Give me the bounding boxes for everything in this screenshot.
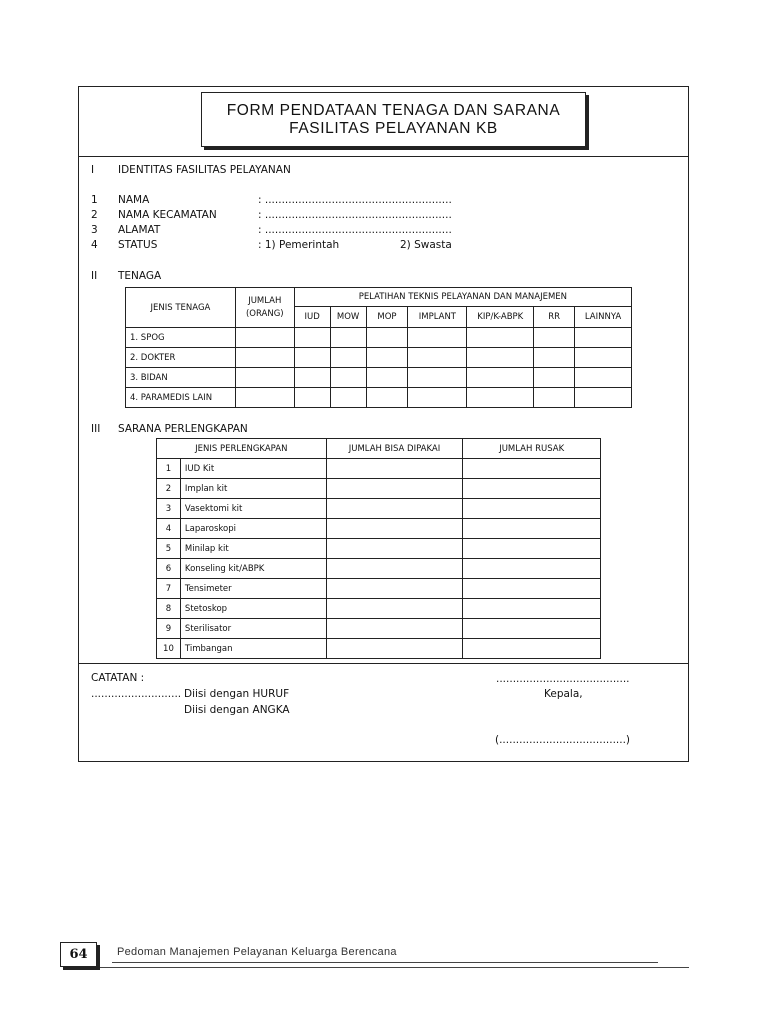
row-item: Tensimeter [180,579,326,599]
table-cell[interactable] [534,368,575,388]
field-number: 1 [91,194,98,206]
form-title-line1: FORM PENDATAAN TENAGA DAN SARANA [226,102,561,119]
col-jumlah-orang [235,288,294,328]
field-number: 3 [91,224,98,236]
table-cell[interactable] [330,368,366,388]
table-cell[interactable] [467,328,534,348]
table-cell[interactable] [326,599,463,619]
table-cell[interactable] [463,579,601,599]
row-number: 2 [157,479,181,499]
table-cell[interactable] [330,388,366,408]
table-cell[interactable] [463,519,601,539]
table-cell[interactable] [463,559,601,579]
catatan-huruf: Diisi dengan HURUF [184,688,290,700]
col-jumlah-line1: JUMLAH [248,295,282,306]
col-jumlah-bisa-dipakai: JUMLAH BISA DIPAKAI [326,439,463,459]
table-cell[interactable] [408,328,467,348]
table-cell[interactable] [463,539,601,559]
table-row [157,639,601,659]
field-label-nama: NAMA [118,194,150,206]
table-cell[interactable] [467,348,534,368]
field-number: 4 [91,239,98,251]
table-cell[interactable] [534,348,575,368]
col-implant: IMPLANT [408,307,467,328]
table-cell[interactable] [575,348,632,368]
section1-number: I [91,164,95,176]
table-cell[interactable] [235,368,294,388]
footer-rule [112,962,658,963]
col-rr: RR [534,307,575,328]
table-cell[interactable] [326,519,463,539]
table-row [157,619,601,639]
table-row [126,348,632,368]
row-number: 6 [157,559,181,579]
table-row [157,579,601,599]
table-cell[interactable] [575,368,632,388]
table-row [157,519,601,539]
form-title-line2: FASILITAS PELAYANAN KB [289,120,498,137]
table-cell[interactable] [534,328,575,348]
table-cell[interactable] [463,479,601,499]
table-cell[interactable] [463,599,601,619]
status-option-swasta[interactable]: 2) Swasta [400,239,452,251]
col-iud: IUD [294,307,330,328]
table-row [126,388,632,408]
signature-title: Kepala, [544,688,583,700]
perlengkapan-table [156,438,601,659]
table-cell[interactable] [366,368,408,388]
section3-heading: SARANA PERLENGKAPAN [118,423,248,435]
row-item: IUD Kit [180,459,326,479]
row-number: 5 [157,539,181,559]
row-label-dokter: 2. DOKTER [126,348,236,368]
section2-number: II [91,270,98,282]
table-cell[interactable] [294,368,330,388]
footer-rule-lower [100,967,689,968]
table-cell[interactable] [294,388,330,408]
table-cell[interactable] [408,388,467,408]
row-item: Vasektomi kit [180,499,326,519]
table-cell[interactable] [330,328,366,348]
table-cell[interactable] [467,368,534,388]
col-jumlah-line2: (ORANG) [245,308,284,319]
row-number: 10 [157,639,181,659]
row-label-spog: 1. SPOG [126,328,236,348]
field-value-nama[interactable]: : ........................................................ [258,194,452,206]
header-divider [79,156,688,157]
row-item: Sterilisator [180,619,326,639]
row-item: Implan kit [180,479,326,499]
col-jenis-perlengkapan: JENIS PERLENGKAPAN [157,439,327,459]
table-cell[interactable] [326,579,463,599]
table-cell[interactable] [326,479,463,499]
table-row [157,599,601,619]
row-item: Minilap kit [180,539,326,559]
table-row [126,368,632,388]
table-row [157,539,601,559]
table-cell[interactable] [463,499,601,519]
field-number: 2 [91,209,98,221]
row-number: 3 [157,499,181,519]
section1-heading: IDENTITAS FASILITAS PELAYANAN [118,164,291,176]
table-cell[interactable] [366,388,408,408]
table-cell[interactable] [463,639,601,659]
table-cell[interactable] [463,619,601,639]
row-number: 8 [157,599,181,619]
table-cell[interactable] [326,459,463,479]
field-value-alamat[interactable]: : ........................................................ [258,224,452,236]
table-cell[interactable] [366,328,408,348]
row-number: 7 [157,579,181,599]
table-cell[interactable] [235,328,294,348]
field-label-kecamatan: NAMA KECAMATAN [118,209,217,221]
field-label-alamat: ALAMAT [118,224,161,236]
row-number: 9 [157,619,181,639]
notes-divider [79,663,688,664]
table-cell[interactable] [408,368,467,388]
col-kip-abpk: KIP/K-ABPK [467,307,534,328]
col-lainnya: LAINNYA [575,307,632,328]
signature-place-date[interactable]: ........................................ [496,673,630,685]
catatan-label: CATATAN : [91,672,145,684]
row-label-paramedis: 4. PARAMEDIS LAIN [126,388,236,408]
table-cell[interactable] [575,388,632,408]
row-number: 1 [157,459,181,479]
table-cell[interactable] [330,348,366,368]
col-mow: MOW [330,307,366,328]
page-number: 64 [60,942,97,967]
table-cell[interactable] [326,499,463,519]
catatan-dots[interactable]: ........................... [91,688,182,700]
table-cell[interactable] [235,348,294,368]
col-jumlah-rusak: JUMLAH RUSAK [463,439,601,459]
field-label-status: STATUS [118,239,158,251]
table-row [157,479,601,499]
row-item: Timbangan [180,639,326,659]
footer-title: Pedoman Manajemen Pelayanan Keluarga Berencana [117,946,397,958]
field-value-kecamatan[interactable]: : ........................................................ [258,209,452,221]
table-cell[interactable] [326,639,463,659]
table-row [157,499,601,519]
table-cell[interactable] [326,619,463,639]
catatan-angka: Diisi dengan ANGKA [184,704,290,716]
row-item: Konseling kit/ABPK [180,559,326,579]
section3-number: III [91,423,101,435]
status-option-pemerintah[interactable]: : 1) Pemerintah [258,239,340,251]
table-cell[interactable] [463,459,601,479]
form-title-box [201,92,586,147]
row-number: 4 [157,519,181,539]
row-item: Stetoskop [180,599,326,619]
table-row [157,459,601,479]
col-mop: MOP [366,307,408,328]
table-cell[interactable] [294,348,330,368]
col-jenis-tenaga: JENIS TENAGA [126,288,236,328]
table-cell[interactable] [326,559,463,579]
table-cell[interactable] [467,388,534,408]
table-cell[interactable] [575,328,632,348]
table-cell[interactable] [235,388,294,408]
row-item: Laparoskopi [180,519,326,539]
signature-name[interactable]: (......................................) [495,734,631,746]
table-row [157,559,601,579]
table-cell[interactable] [408,348,467,368]
table-cell[interactable] [366,348,408,368]
col-pelatihan-group: PELATIHAN TEKNIS PELAYANAN DAN MANAJEMEN [294,288,631,307]
table-cell[interactable] [326,539,463,559]
table-cell[interactable] [294,328,330,348]
row-label-bidan: 3. BIDAN [126,368,236,388]
tenaga-table [125,287,632,408]
table-row [126,328,632,348]
section2-heading: TENAGA [118,270,162,282]
table-cell[interactable] [534,388,575,408]
